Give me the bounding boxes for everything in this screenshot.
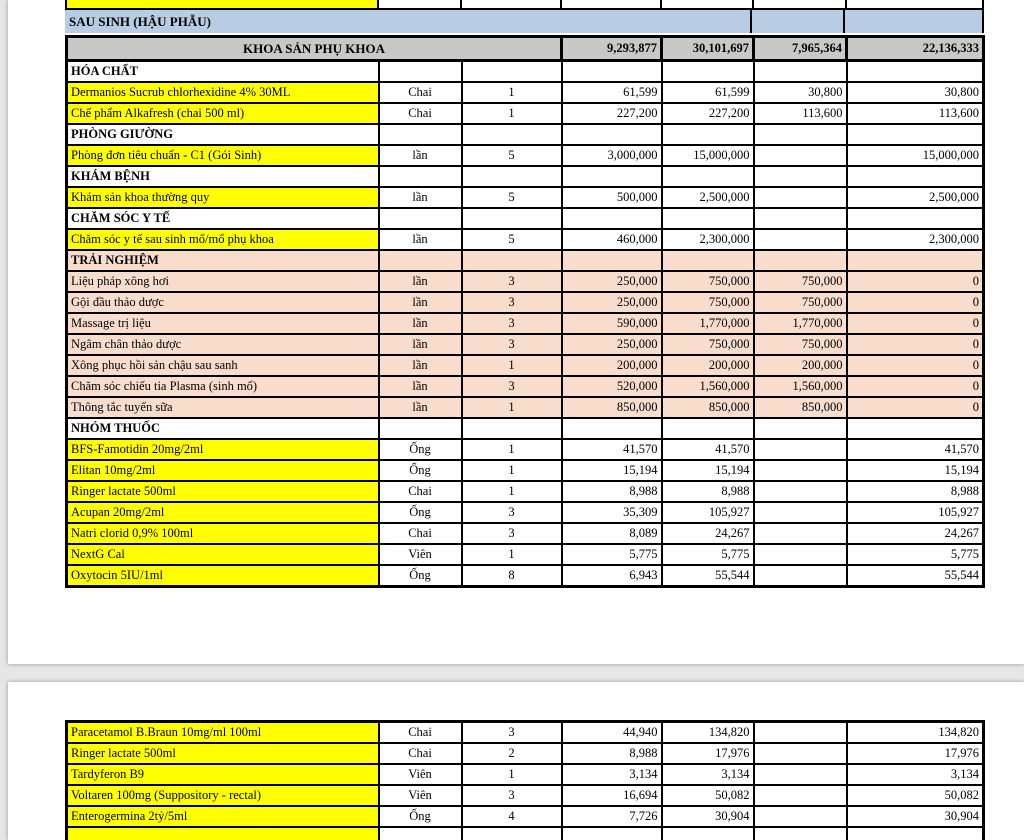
pdf-page-1 <box>8 0 1024 664</box>
insurance-amount-cell <box>754 565 847 587</box>
quantity-cell: 5 <box>462 229 562 250</box>
patient-pay-cell: 0 <box>847 313 984 334</box>
section-row <box>67 418 984 439</box>
unit-cell: lần <box>379 313 462 334</box>
unit-cell <box>378 0 461 9</box>
unit-price-cell: 460,000 <box>562 229 662 250</box>
unit-cell: lần <box>379 355 462 376</box>
unit-price-cell: 61,599 <box>562 82 662 103</box>
row-name-cell: Ringer lactate 500ml <box>67 481 379 502</box>
quantity-cell: 2 <box>462 743 562 764</box>
unit-price-cell: 520,000 <box>562 376 662 397</box>
unit-price-cell <box>562 208 662 229</box>
unit-price-cell: 41,570 <box>562 439 662 460</box>
insurance-amount-cell <box>754 166 847 187</box>
quantity-cell: 1 <box>462 481 562 502</box>
unit-cell: lần <box>379 271 462 292</box>
insurance-amount-cell <box>754 61 847 83</box>
department-title-cell: KHOA SẢN PHỤ KHOA <box>67 37 562 61</box>
insurance-amount-cell: 30,800 <box>754 82 847 103</box>
insurance-amount-cell: 113,600 <box>754 103 847 124</box>
unit-price-cell: 44,940 <box>562 722 662 744</box>
unit-cell: Viên <box>379 785 462 806</box>
unit-cell: lần <box>379 229 462 250</box>
quantity-cell: 1 <box>462 544 562 565</box>
line-total-cell <box>662 124 754 145</box>
section-row <box>67 250 984 271</box>
table-row <box>67 229 984 250</box>
line-total-cell: 750,000 <box>662 271 754 292</box>
unit-price-cell: 8,988 <box>562 481 662 502</box>
unit-cell: Chai <box>379 743 462 764</box>
unit-price-cell <box>561 0 661 9</box>
unit-cell <box>379 208 462 229</box>
row-name-cell <box>67 827 379 840</box>
table-row <box>67 334 984 355</box>
unit-price-cell <box>562 166 662 187</box>
patient-pay-cell: 3,134 <box>847 764 984 785</box>
quantity-cell: 3 <box>462 502 562 523</box>
patient-pay-cell: 2,500,000 <box>847 187 984 208</box>
line-total-cell: 17,976 <box>662 743 754 764</box>
band-divider-2 <box>843 10 845 33</box>
quantity-cell <box>462 208 562 229</box>
patient-pay-cell: 0 <box>847 355 984 376</box>
insurance-amount-cell <box>754 250 847 271</box>
quantity-cell <box>462 166 562 187</box>
unit-price-cell: 6,943 <box>562 565 662 587</box>
row-name-cell: Paracetamol B.Braun 10mg/ml 100ml <box>67 722 379 744</box>
line-total-cell: 134,820 <box>662 722 754 744</box>
row-name-cell: Khám sản khoa thường quy <box>67 187 379 208</box>
patient-pay-cell: 30,904 <box>847 806 984 827</box>
row-name-cell: Voltaren 100mg (Suppository - rectal) <box>67 785 379 806</box>
unit-price-cell <box>562 250 662 271</box>
pdf-page-2 <box>8 682 1024 840</box>
line-total-cell: 50,082 <box>662 785 754 806</box>
quantity-cell <box>462 61 562 83</box>
patient-pay-cell <box>847 61 984 83</box>
unit-cell <box>379 418 462 439</box>
package-pricing-table <box>65 35 985 588</box>
row-name-cell: Ngâm chân thảo dược <box>67 334 379 355</box>
insurance-amount-cell <box>754 460 847 481</box>
table-row <box>67 523 984 544</box>
patient-pay-cell: 15,000,000 <box>847 145 984 166</box>
patient-pay-cell: 105,927 <box>847 502 984 523</box>
quantity-cell: 1 <box>462 103 562 124</box>
table-row <box>67 439 984 460</box>
unit-price-cell: 15,194 <box>562 460 662 481</box>
patient-pay-cell <box>847 166 984 187</box>
unit-cell: Chai <box>379 481 462 502</box>
insurance-amount-cell: 1,560,000 <box>754 376 847 397</box>
line-total-cell: 227,200 <box>662 103 754 124</box>
row-name-cell: TRẢI NGHIỆM <box>67 250 379 271</box>
quantity-cell: 1 <box>462 764 562 785</box>
unit-cell: lần <box>379 334 462 355</box>
insurance-amount-cell <box>754 722 847 744</box>
unit-cell: lần <box>379 397 462 418</box>
unit-price-cell: 850,000 <box>562 397 662 418</box>
quantity-cell: 1 <box>462 82 562 103</box>
row-name-cell: Dermanios Sucrub chlorhexidine 4% 30ML <box>67 82 379 103</box>
table-row <box>67 460 984 481</box>
table-row <box>67 103 984 124</box>
unit-cell: Viên <box>379 544 462 565</box>
line-total-cell: 61,599 <box>662 82 754 103</box>
unit-cell <box>379 61 462 83</box>
patient-pay-cell: 2,300,000 <box>847 229 984 250</box>
quantity-cell <box>462 418 562 439</box>
unit-price-cell <box>562 827 662 840</box>
row-name-cell: PHÒNG GIƯỜNG <box>67 124 379 145</box>
unit-cell: Ống <box>379 806 462 827</box>
unit-cell: Chai <box>379 82 462 103</box>
unit-price-cell: 590,000 <box>562 313 662 334</box>
insurance-amount-cell <box>754 187 847 208</box>
insurance-amount-cell <box>754 523 847 544</box>
patient-pay-cell: 41,570 <box>847 439 984 460</box>
unit-price-cell: 16,694 <box>562 785 662 806</box>
line-total-cell: 5,775 <box>662 544 754 565</box>
line-total-cell <box>662 166 754 187</box>
section-row <box>67 61 984 83</box>
unit-cell <box>379 124 462 145</box>
line-total-cell: 105,927 <box>662 502 754 523</box>
quantity-cell: 5 <box>462 187 562 208</box>
table-row <box>67 806 984 827</box>
table-row <box>67 743 984 764</box>
quantity-cell: 5 <box>462 145 562 166</box>
table-row <box>67 397 984 418</box>
unit-cell <box>379 166 462 187</box>
line-total-cell: 55,544 <box>662 565 754 587</box>
quantity-cell: 3 <box>462 334 562 355</box>
patient-pay-cell <box>847 250 984 271</box>
row-name-cell: Xông phục hồi sản chậu sau sanh <box>67 355 379 376</box>
insurance-amount-cell <box>754 544 847 565</box>
line-total-cell <box>662 250 754 271</box>
row-name-cell: KHÁM BỆNH <box>67 166 379 187</box>
patient-pay-cell: 15,194 <box>847 460 984 481</box>
unit-price-cell <box>562 418 662 439</box>
insurance-amount-cell <box>754 806 847 827</box>
unit-price-cell: 5,775 <box>562 544 662 565</box>
section-row <box>67 166 984 187</box>
insurance-amount-cell <box>754 743 847 764</box>
row-name-cell: NextG Cal <box>67 544 379 565</box>
quantity-cell <box>462 827 562 840</box>
table-row <box>67 827 984 840</box>
unit-cell: lần <box>379 187 462 208</box>
unit-price-cell: 227,200 <box>562 103 662 124</box>
patient-pay-cell: 17,976 <box>847 743 984 764</box>
line-total-cell: 41,570 <box>662 439 754 460</box>
unit-cell <box>379 827 462 840</box>
unit-price-cell: 3,000,000 <box>562 145 662 166</box>
pricing-continuation-table <box>65 720 985 840</box>
quantity-cell <box>462 250 562 271</box>
patient-pay-cell: 0 <box>847 271 984 292</box>
line-total-cell: 30,904 <box>662 806 754 827</box>
table-row <box>67 145 984 166</box>
insurance-amount-cell: 750,000 <box>754 271 847 292</box>
quantity-cell: 3 <box>462 271 562 292</box>
unit-price-cell: 7,726 <box>562 806 662 827</box>
unit-cell: Ống <box>379 565 462 587</box>
patient-pay-cell: 0 <box>847 397 984 418</box>
patient-pay-cell: 8,988 <box>847 481 984 502</box>
line-total-cell: 850,000 <box>662 397 754 418</box>
unit-price-cell: 250,000 <box>562 292 662 313</box>
table-row <box>67 481 984 502</box>
unit-price-cell <box>562 61 662 83</box>
quantity-cell: 1 <box>462 397 562 418</box>
insurance-amount-cell: 850,000 <box>754 397 847 418</box>
line-total-cell <box>662 827 754 840</box>
patient-pay-cell: 0 <box>847 376 984 397</box>
row-name-cell <box>66 0 378 9</box>
table-row <box>67 82 984 103</box>
section-band-title: SAU SINH (HẬU PHẪU) <box>69 14 211 29</box>
line-total-cell: 3,134 <box>662 764 754 785</box>
row-name-cell: Chăm sóc chiếu tia Plasma (sinh mổ) <box>67 376 379 397</box>
row-name-cell: Gội đầu thảo dược <box>67 292 379 313</box>
unit-cell <box>379 250 462 271</box>
quantity-cell: 3 <box>462 292 562 313</box>
insurance-amount-cell <box>754 827 847 840</box>
section-row <box>67 208 984 229</box>
quantity-cell: 3 <box>462 722 562 744</box>
row-name-cell: Chăm sóc y tế sau sinh mổ/mổ phụ khoa <box>67 229 379 250</box>
patient-pay-cell: 30,800 <box>847 82 984 103</box>
insurance-amount-cell <box>753 0 846 9</box>
line-total-cell: 15,000,000 <box>662 145 754 166</box>
line-total-cell: 1,770,000 <box>662 313 754 334</box>
quantity-cell: 3 <box>462 376 562 397</box>
patient-pay-cell: 134,820 <box>847 722 984 744</box>
table-row <box>67 722 984 744</box>
patient-pay-cell <box>846 0 983 9</box>
department-total-cell-4: 22,136,333 <box>847 37 984 61</box>
patient-pay-cell: 24,267 <box>847 523 984 544</box>
row-name-cell: Liệu pháp xông hơi <box>67 271 379 292</box>
table-row <box>67 764 984 785</box>
insurance-amount-cell <box>754 785 847 806</box>
insurance-amount-cell <box>754 208 847 229</box>
unit-price-cell: 250,000 <box>562 334 662 355</box>
insurance-amount-cell <box>754 439 847 460</box>
quantity-cell: 4 <box>462 806 562 827</box>
unit-price-cell: 3,134 <box>562 764 662 785</box>
row-name-cell: Acupan 20mg/2ml <box>67 502 379 523</box>
unit-cell: lần <box>379 145 462 166</box>
quantity-cell: 3 <box>462 313 562 334</box>
insurance-amount-cell <box>754 145 847 166</box>
quantity-cell: 1 <box>462 460 562 481</box>
unit-cell: lần <box>379 292 462 313</box>
line-total-cell: 750,000 <box>662 334 754 355</box>
row-name-cell: Phòng đơn tiêu chuẩn - C1 (Gói Sinh) <box>67 145 379 166</box>
row-name-cell: Chế phẩm Alkafresh (chai 500 ml) <box>67 103 379 124</box>
patient-pay-cell: 50,082 <box>847 785 984 806</box>
unit-cell: lần <box>379 376 462 397</box>
unit-cell: Ống <box>379 460 462 481</box>
table-row <box>66 0 983 9</box>
insurance-amount-cell <box>754 418 847 439</box>
row-name-cell: CHĂM SÓC Y TẾ <box>67 208 379 229</box>
line-total-cell: 8,988 <box>662 481 754 502</box>
section-band <box>65 10 984 33</box>
quantity-cell: 3 <box>462 523 562 544</box>
unit-cell: Chai <box>379 103 462 124</box>
table-row <box>67 785 984 806</box>
patient-pay-cell: 0 <box>847 334 984 355</box>
unit-cell: Ống <box>379 439 462 460</box>
unit-cell: Ống <box>379 502 462 523</box>
row-name-cell: Oxytocin 5IU/1ml <box>67 565 379 587</box>
unit-price-cell: 8,988 <box>562 743 662 764</box>
row-name-cell: Thông tắc tuyến sữa <box>67 397 379 418</box>
line-total-cell: 750,000 <box>662 292 754 313</box>
patient-pay-cell: 5,775 <box>847 544 984 565</box>
table-row <box>67 271 984 292</box>
insurance-amount-cell <box>754 764 847 785</box>
table-row <box>67 544 984 565</box>
unit-price-cell: 35,309 <box>562 502 662 523</box>
table-row <box>67 292 984 313</box>
insurance-amount-cell: 750,000 <box>754 334 847 355</box>
table-row <box>67 313 984 334</box>
patient-pay-cell: 0 <box>847 292 984 313</box>
table-row <box>67 376 984 397</box>
department-total-cell-2: 30,101,697 <box>662 37 754 61</box>
unit-cell: Viên <box>379 764 462 785</box>
patient-pay-cell <box>847 208 984 229</box>
band-divider-1 <box>750 10 752 33</box>
row-name-cell: Ringer lactate 500ml <box>67 743 379 764</box>
row-name-cell: HÓA CHẤT <box>67 61 379 83</box>
line-total-cell <box>662 418 754 439</box>
unit-price-cell: 200,000 <box>562 355 662 376</box>
department-header-row <box>67 37 984 61</box>
unit-cell: Chai <box>379 722 462 744</box>
row-name-cell: Natri clorid 0,9% 100ml <box>67 523 379 544</box>
insurance-amount-cell <box>754 481 847 502</box>
unit-price-cell: 500,000 <box>562 187 662 208</box>
line-total-cell: 24,267 <box>662 523 754 544</box>
line-total-cell: 2,300,000 <box>662 229 754 250</box>
line-total-cell: 2,500,000 <box>662 187 754 208</box>
patient-pay-cell <box>847 124 984 145</box>
department-total-cell-1: 9,293,877 <box>562 37 662 61</box>
row-name-cell: Elitan 10mg/2ml <box>67 460 379 481</box>
quantity-cell <box>461 0 561 9</box>
patient-pay-cell: 113,600 <box>847 103 984 124</box>
table-row <box>67 355 984 376</box>
table-row <box>67 565 984 587</box>
quantity-cell <box>462 124 562 145</box>
quantity-cell: 8 <box>462 565 562 587</box>
insurance-amount-cell: 200,000 <box>754 355 847 376</box>
insurance-amount-cell <box>754 124 847 145</box>
quantity-cell: 3 <box>462 785 562 806</box>
unit-price-cell <box>562 124 662 145</box>
table-row <box>67 187 984 208</box>
unit-cell: Chai <box>379 523 462 544</box>
patient-pay-cell <box>847 418 984 439</box>
quantity-cell: 1 <box>462 355 562 376</box>
insurance-amount-cell: 750,000 <box>754 292 847 313</box>
line-total-cell <box>661 0 753 9</box>
line-total-cell <box>662 208 754 229</box>
line-total-cell: 1,560,000 <box>662 376 754 397</box>
clipped-row-table <box>65 0 984 10</box>
row-name-cell: Massage trị liệu <box>67 313 379 334</box>
row-name-cell: Enterogermina 2tỷ/5ml <box>67 806 379 827</box>
row-name-cell: Tardyferon B9 <box>67 764 379 785</box>
quantity-cell: 1 <box>462 439 562 460</box>
row-name-cell: BFS-Famotidin 20mg/2ml <box>67 439 379 460</box>
table-row <box>67 502 984 523</box>
unit-price-cell: 8,089 <box>562 523 662 544</box>
line-total-cell <box>662 61 754 83</box>
line-total-cell: 200,000 <box>662 355 754 376</box>
unit-price-cell: 250,000 <box>562 271 662 292</box>
insurance-amount-cell <box>754 229 847 250</box>
patient-pay-cell <box>847 827 984 840</box>
section-row <box>67 124 984 145</box>
insurance-amount-cell: 1,770,000 <box>754 313 847 334</box>
insurance-amount-cell <box>754 502 847 523</box>
row-name-cell: NHÓM THUỐC <box>67 418 379 439</box>
line-total-cell: 15,194 <box>662 460 754 481</box>
patient-pay-cell: 55,544 <box>847 565 984 587</box>
department-total-cell-3: 7,965,364 <box>754 37 847 61</box>
